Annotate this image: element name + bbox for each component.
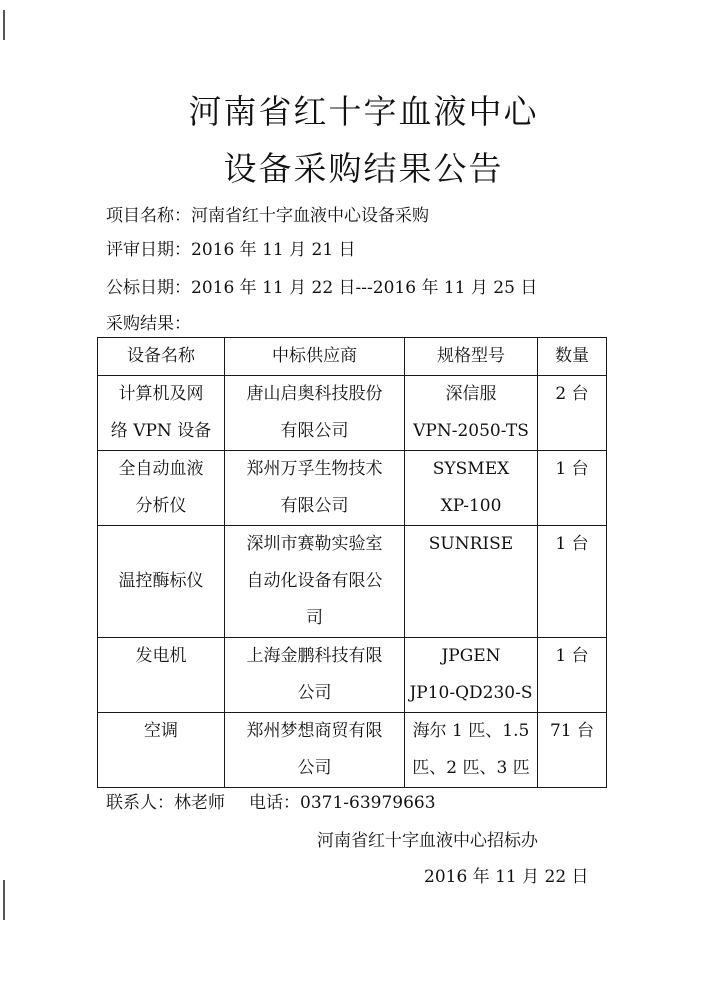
supplier-cell: 深圳市赛勒实验室 自动化设备有限公 司 bbox=[225, 526, 405, 638]
model-cell: 深信服 VPN-2050-TS bbox=[405, 376, 538, 451]
table-row bbox=[98, 638, 607, 713]
table-row bbox=[98, 451, 607, 526]
contact-name: 林老师 bbox=[174, 793, 225, 813]
results-label: 采购结果： bbox=[106, 314, 191, 334]
publicity-date-label: 公标日期： bbox=[106, 278, 191, 298]
contact-line bbox=[106, 788, 436, 813]
quantity-cell: 1 台 bbox=[538, 526, 607, 638]
publicity-date-line bbox=[106, 273, 537, 298]
header-model: 规格型号 bbox=[405, 338, 538, 376]
issue-date: 2016 年 11 月 22 日 bbox=[424, 867, 589, 887]
header-equipment-name: 设备名称 bbox=[98, 338, 225, 376]
table-row bbox=[98, 713, 607, 788]
table-row bbox=[98, 376, 607, 451]
issuer-office: 河南省红十字血液中心招标办 bbox=[317, 831, 538, 851]
table-header-row bbox=[98, 338, 607, 376]
notice-title-line2: 设备采购结果公告 bbox=[223, 149, 504, 188]
equipment-name-cell: 全自动血液 分析仪 bbox=[98, 451, 225, 526]
header-quantity: 数量 bbox=[538, 338, 607, 376]
scan-edge-mark bbox=[3, 10, 5, 40]
project-name-line bbox=[106, 201, 429, 226]
review-date-value: 2016 年 11 月 21 日 bbox=[191, 240, 356, 260]
model-cell: SUNRISE bbox=[405, 526, 538, 638]
supplier-cell: 郑州梦想商贸有限 公司 bbox=[225, 713, 405, 788]
scan-edge-mark bbox=[3, 880, 5, 920]
quantity-cell: 1 台 bbox=[538, 451, 607, 526]
quantity-cell: 1 台 bbox=[538, 638, 607, 713]
equipment-name-cell: 发电机 bbox=[98, 638, 225, 713]
supplier-cell: 上海金鹏科技有限 公司 bbox=[225, 638, 405, 713]
phone-number: 0371-63979663 bbox=[300, 793, 436, 813]
project-name-label: 项目名称： bbox=[106, 206, 191, 226]
contact-label: 联系人： bbox=[106, 793, 174, 813]
results-table bbox=[97, 337, 607, 788]
header-supplier: 中标供应商 bbox=[225, 338, 405, 376]
model-cell: SYSMEX XP-100 bbox=[405, 451, 538, 526]
publicity-date-value: 2016 年 11 月 22 日---2016 年 11 月 25 日 bbox=[191, 278, 538, 298]
review-date-label: 评审日期： bbox=[106, 240, 191, 260]
model-cell: 海尔 1 匹、1.5 匹、2 匹、3 匹 bbox=[405, 713, 538, 788]
supplier-cell: 唐山启奥科技股份 有限公司 bbox=[225, 376, 405, 451]
equipment-name-cell: 计算机及网 络 VPN 设备 bbox=[98, 376, 225, 451]
supplier-cell: 郑州万孚生物技术 有限公司 bbox=[225, 451, 405, 526]
phone-label: 电话： bbox=[249, 793, 300, 813]
table-row bbox=[98, 526, 607, 638]
quantity-cell: 2 台 bbox=[538, 376, 607, 451]
model-cell: JPGEN JP10-QD230-S bbox=[405, 638, 538, 713]
equipment-name-cell: 温控酶标仪 bbox=[98, 526, 225, 638]
equipment-name-cell: 空调 bbox=[98, 713, 225, 788]
notice-title-line1: 河南省红十字血液中心 bbox=[188, 92, 539, 131]
review-date-line bbox=[106, 235, 356, 260]
project-name-value: 河南省红十字血液中心设备采购 bbox=[191, 206, 429, 226]
quantity-cell: 71 台 bbox=[538, 713, 607, 788]
